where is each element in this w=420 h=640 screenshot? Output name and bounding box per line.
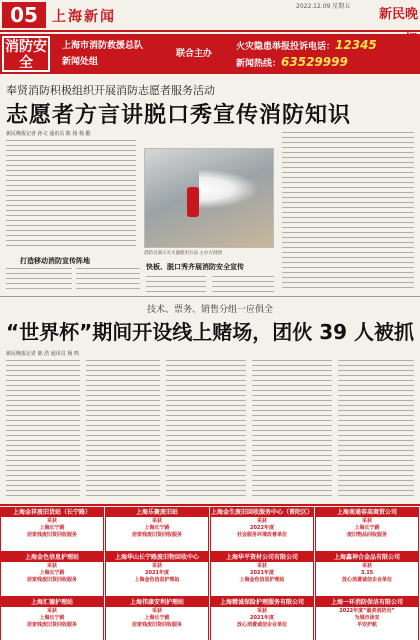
story1-body-col-2 <box>76 268 140 292</box>
masthead <box>0 0 420 32</box>
newspaper-brand: 新民晚 <box>378 7 418 22</box>
ad-title: 上海伟康安利护理站 <box>106 598 208 607</box>
ad-title: 上海华平资材公司有限公司 <box>211 553 313 562</box>
ad-title: 上海金祥废旧货站（长宁路） <box>1 508 103 517</box>
ad-title: 上海精诚保险护理服务有限公司 <box>211 598 313 607</box>
ad-box <box>315 597 419 640</box>
page-number: 05 <box>2 2 46 28</box>
ad-title: 上海乐聚废旧站 <box>106 508 208 517</box>
story1-body-col-5 <box>282 132 414 292</box>
story-divider <box>0 296 420 297</box>
ads-section <box>0 504 420 640</box>
story2-body-col-3 <box>166 360 246 498</box>
masthead-rule <box>0 30 420 32</box>
ad-body: 采获 2021年度 放心消费诚信企业单位 <box>236 608 287 628</box>
hotline-label-2: 新闻热线： <box>236 59 282 69</box>
ad-body: 2022年度“最美消防员” 为城市添安 平安护航 <box>339 608 395 628</box>
ad-box <box>105 507 209 552</box>
co-organizer-label: 联合主办 <box>176 49 213 59</box>
story2-body-col-2 <box>86 360 160 498</box>
ad-title: 上海鑫神合金品有限公司 <box>316 553 418 562</box>
story1-subhead-2: 快板、脱口秀齐展消防安全宣传 <box>146 263 244 271</box>
ad-title: 上海汇德护理站 <box>1 598 103 607</box>
story1-body-col-1b <box>6 268 72 292</box>
story2-body-col-4 <box>252 360 332 498</box>
ad-title: 上海南通春高商贸公司 <box>316 508 418 517</box>
story1-body-col-4 <box>212 276 274 292</box>
ad-title: 上海华山长宁路废旧物回收中心 <box>106 553 208 562</box>
story1-body-col-1a <box>6 140 136 250</box>
ad-body: 采获 上海长宁路 居家残废旧货回收服务 <box>26 518 77 538</box>
story1-photo <box>144 148 274 248</box>
story1-subhead-1: 打造移动消防宣传阵地 <box>20 257 90 265</box>
ad-title: 上海金生废旧回收服务中心（普陀区） <box>211 509 313 516</box>
banner-organizer <box>62 38 143 70</box>
ad-body: 采获 上海长宁路 居家残废旧货回收服务 <box>26 608 77 628</box>
ad-body: 采获 上海长宁路 居家残废旧货回收服务 <box>131 518 182 538</box>
publication-date: 2022.12.09 星期五 <box>296 3 351 10</box>
hotline-label-1: 火灾隐患举报投诉电话： <box>236 42 336 52</box>
organizer-line-1: 上海市消防救援总队 <box>62 41 144 51</box>
fire-safety-banner <box>0 34 420 74</box>
ad-box <box>210 597 314 640</box>
story1-kicker: 奉贤消防积极组织开展消防志愿者服务活动 <box>6 84 215 97</box>
ad-box <box>0 552 104 597</box>
ad-box <box>0 597 104 640</box>
story1-photo-caption: 消防员演示灭火器使用方法 主办方供图 <box>144 251 222 256</box>
story2-byline: 新民晚报记者 陈 浩 通讯员 杨 鸣 <box>6 351 79 357</box>
extinguisher-spray-shape <box>199 169 259 209</box>
ad-body: 采获 上海长宁路 废旧物品回收服务 <box>346 518 387 538</box>
ad-body: 采获 2021年度 上海金色信息护理站 <box>239 563 285 583</box>
fire-safety-logo: 消防安全 <box>2 36 50 72</box>
ad-body: 采获 3.15 放心消费诚信企业单位 <box>341 563 392 583</box>
story2-headline: “世界杯”期间开设线上赌场，团伙 39 人被抓 <box>5 320 415 344</box>
ad-title: 上海一环消防保洁有限公司 <box>316 598 418 607</box>
ad-body: 采获 上海长宁路 居家残废旧货回收服务 <box>26 563 77 583</box>
ad-box <box>105 552 209 597</box>
story1-body-col-3 <box>146 276 206 292</box>
story2-kicker: 技术、票务、销售分组一应俱全 <box>146 305 273 315</box>
fire-extinguisher-shape <box>187 187 199 217</box>
ad-box <box>315 552 419 597</box>
ad-body: 采获 2022年度 社会服务环境改善单位 <box>236 518 287 538</box>
organizer-line-2: 新闻处组 <box>62 57 99 67</box>
ad-body: 采获 上海长宁路 居家残废旧货回收服务 <box>131 608 182 628</box>
hotline-block <box>236 38 377 72</box>
ad-box <box>210 552 314 597</box>
story1-byline: 新民晚报记者 孙文 通讯员 陈 扬 杨 勤 <box>6 131 91 137</box>
ad-box <box>105 597 209 640</box>
ad-box <box>210 507 314 552</box>
section-title: 上海新闻 <box>52 9 116 25</box>
ad-title: 上海金色信息护理站 <box>1 553 103 562</box>
ad-box <box>315 507 419 552</box>
hotline-number-1: 12345 <box>335 38 377 52</box>
story2-body-col-5 <box>338 360 414 498</box>
story2-body-col-1 <box>6 360 80 498</box>
story1-headline: 志愿者方言讲脱口秀宣传消防知识 <box>6 103 352 128</box>
hotline-number-2: 63529999 <box>281 55 348 69</box>
ad-body: 采获 2021年度 上海金色信息护理站 <box>134 563 180 583</box>
ad-box <box>0 507 104 552</box>
